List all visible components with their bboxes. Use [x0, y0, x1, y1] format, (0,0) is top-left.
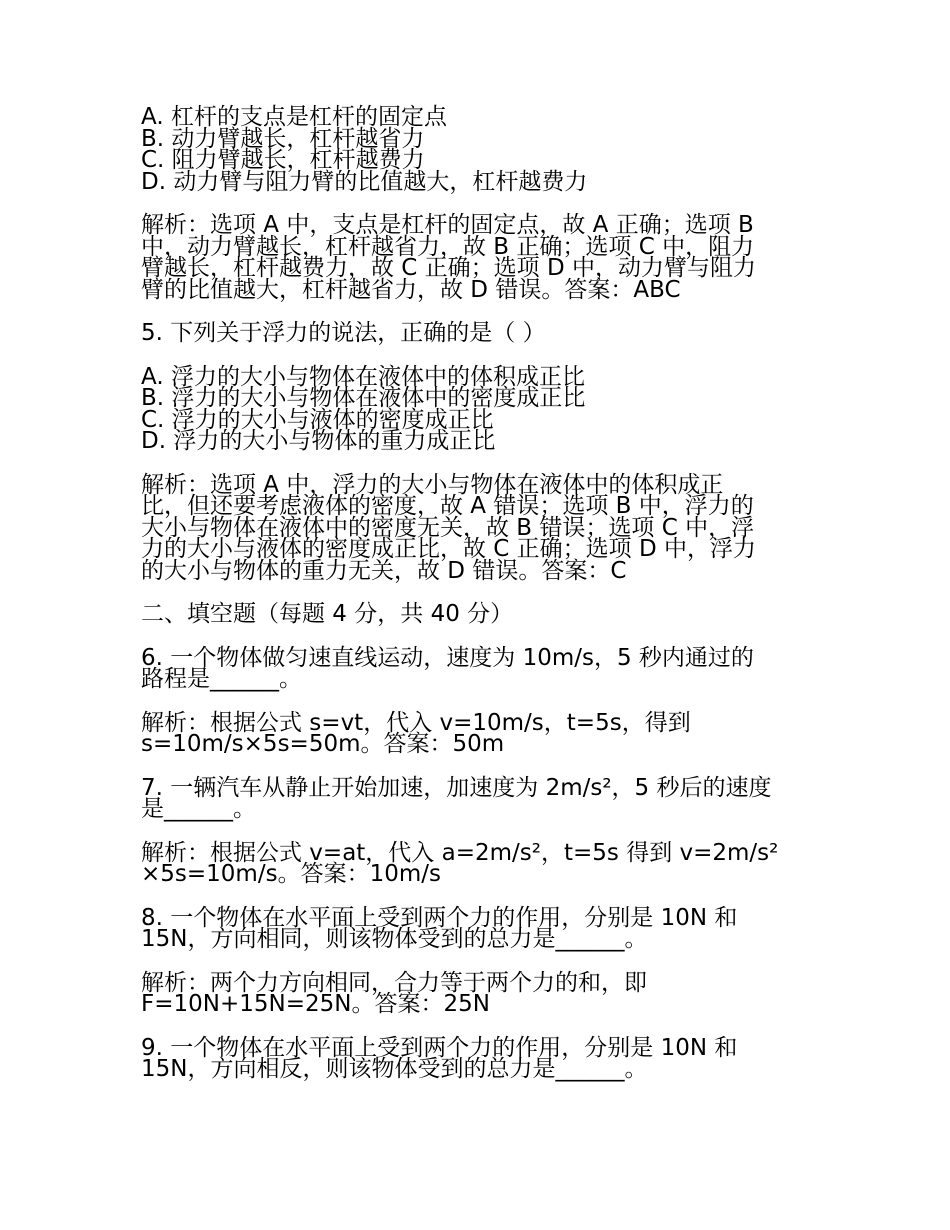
q4-analysis-line: 解析：选项 A 中，支点是杠杆的固定点，故 A 正确；选项 B: [141, 212, 754, 238]
q5-stem-text: 5. 下列关于浮力的说法，正确的是（ ）: [141, 320, 546, 346]
q6-analysis: [141, 709, 821, 757]
q8-analysis: [141, 969, 821, 1017]
q6-stem-line: 6. 一个物体做匀速直线运动，速度为 10m/s，5 秒内通过的: [141, 644, 754, 671]
q5-analysis-line: 的大小与物体的重力无关，故 D 错误。答案：C: [141, 557, 627, 584]
q4-analysis-line: 臂越长，杠杆越费力，故 C 正确；选项 D 中，动力臂与阻力: [141, 255, 757, 281]
q6-stem-line: 路程是______。: [141, 666, 302, 692]
q5-option-c: C. 浮力的大小与液体的密度成正比: [141, 406, 494, 433]
q6-stem: [141, 644, 821, 692]
q7-stem-line: 是______。: [141, 796, 256, 822]
q4-option-b: B. 动力臂越长，杠杆越省力: [141, 125, 425, 152]
q7-stem-line: 7. 一辆汽车从静止开始加速，加速度为 2m/s²，5 秒后的速度: [141, 774, 772, 801]
q9-stem-line: 9. 一个物体在水平面上受到两个力的作用，分别是 10N 和: [141, 1034, 738, 1061]
q5-options: [141, 363, 821, 454]
q5-option-b: B. 浮力的大小与物体在液体中的密度成正比: [141, 385, 586, 411]
q4-analysis: [141, 212, 821, 303]
q7-stem: [141, 774, 821, 822]
q4-analysis-line: 臂的比值越大，杠杆越省力，故 D 错误。答案：ABC: [141, 276, 681, 303]
q5-stem: [141, 320, 821, 346]
q8-stem-line: 8. 一个物体在水平面上受到两个力的作用，分别是 10N 和: [141, 904, 738, 931]
q6-analysis-line: 解析：根据公式 s=vt，代入 v=10m/s，t=5s，得到: [141, 709, 691, 736]
q9-stem: [141, 1034, 821, 1082]
q7-analysis: [141, 839, 821, 887]
q6-analysis-line: s=10m/s×5s=50m。答案：50m: [141, 731, 505, 757]
q5-analysis-line: 解析：选项 A 中，浮力的大小与物体在液体中的体积成正: [141, 471, 724, 498]
q4-options: [141, 104, 821, 195]
q5-analysis-line: 力的大小与液体的密度成正比，故 C 正确；选项 D 中，浮力: [141, 536, 757, 562]
document-page: [141, 104, 821, 1103]
q5-analysis: [141, 471, 821, 584]
q5-option-a: A. 浮力的大小与物体在液体中的体积成正比: [141, 363, 585, 390]
q4-option-a: A. 杠杆的支点是杠杆的固定点: [141, 104, 447, 130]
q7-analysis-line: ×5s=10m/s。答案：10m/s: [141, 861, 441, 887]
q8-stem-line: 15N，方向相同，则该物体受到的总力是______。: [141, 926, 648, 952]
q5-analysis-line: 大小与物体在液体中的密度无关，故 B 错误；选项 C 中，浮: [141, 514, 755, 541]
q8-analysis-line: 解析：两个力方向相同，合力等于两个力的和，即: [141, 969, 647, 996]
q8-analysis-line: F=10N+15N=25N。答案：25N: [141, 991, 490, 1017]
q4-analysis-line: 中，动力臂越长，杠杆越省力，故 B 正确；选项 C 中，阻力: [141, 233, 755, 260]
section-2-title: 二、填空题（每题 4 分，共 40 分）: [141, 601, 514, 627]
q4-option-c: C. 阻力臂越长，杠杆越费力: [141, 147, 425, 173]
q5-analysis-line: 比，但还要考虑液体的密度，故 A 错误；选项 B 中，浮力的: [141, 493, 754, 519]
q8-stem: [141, 904, 821, 952]
q5-option-d: D. 浮力的大小与物体的重力成正比: [141, 428, 496, 454]
q4-option-d: D. 动力臂与阻力臂的比值越大，杠杆越费力: [141, 168, 588, 195]
q7-analysis-line: 解析：根据公式 v=at，代入 a=2m/s²，t=5s 得到 v=2m/s²: [141, 839, 779, 866]
section-2-heading: [141, 601, 821, 627]
q9-stem-line: 15N，方向相反，则该物体受到的总力是______。: [141, 1056, 648, 1082]
